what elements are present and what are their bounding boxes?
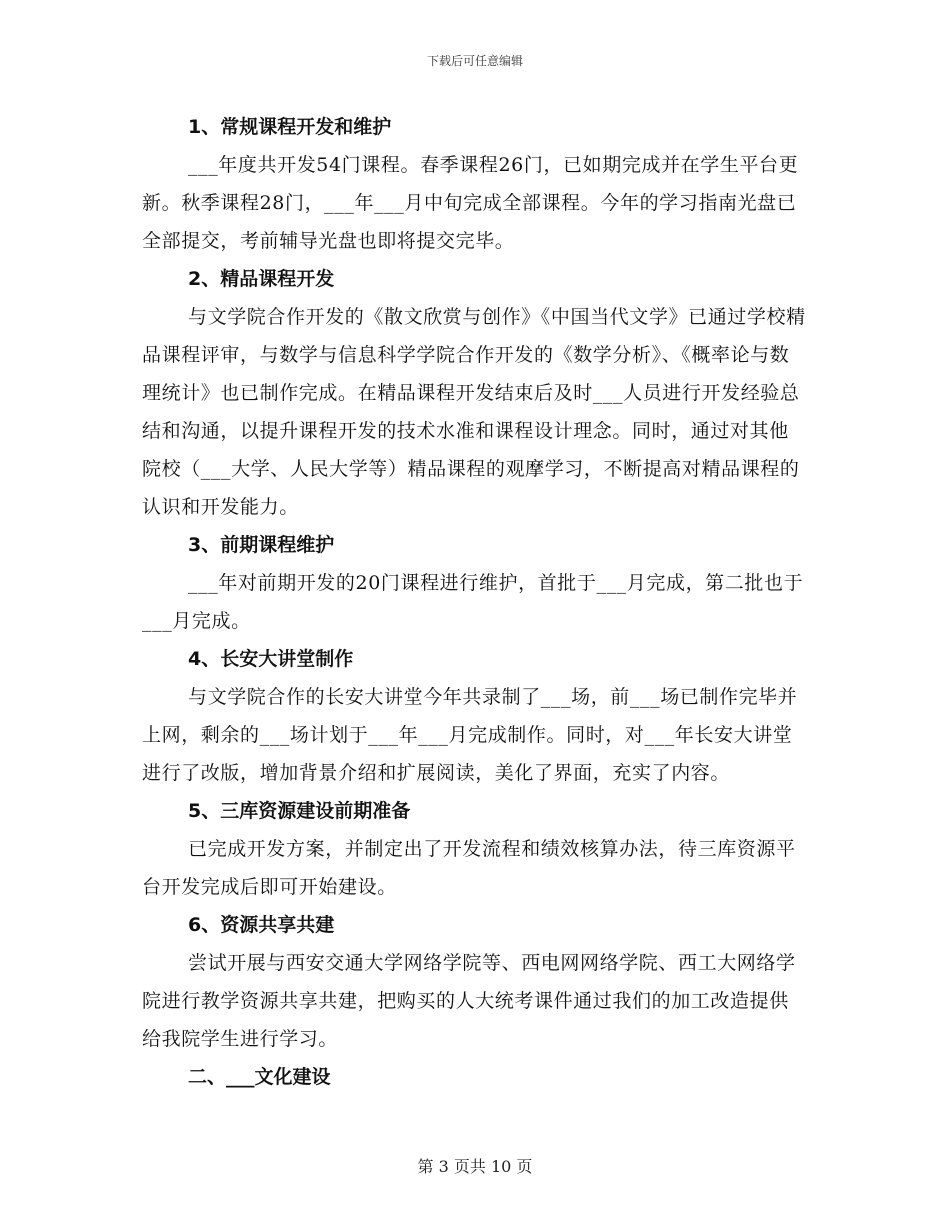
section-heading: 2、精品课程开发 — [188, 268, 335, 290]
section-paragraph: ___年度共开发54门课程。春季课程26门，已如期完成并在学生平台更新。秋季课程28门，___年___月中旬完成全部课程。今年的学习指南光盘已全部提交，考前辅导光盘也即将提交完毕。 — [142, 154, 799, 252]
section-paragraph: 与文学院合作开发的《散文欣赏与创作》《中国当代文学》已通过学校精品课程评审，与数学与信息科学学院合作开发的《数学分析》、《概率论与数理统计》也已制作完成。在精品课程开发结束后及时___人员进行开发经验总结和沟通，以提升课程开发的技术水准和课程设计理念。同时，通过对其他院校（___大学、人民大学等）精品课程的观摩学习，不断提高对精品课程的认识和开发能力。 — [142, 306, 806, 518]
section-heading: 3、前期课程维护 — [188, 534, 335, 556]
page-footer: 第 3 页共 10 页 — [417, 1157, 533, 1176]
section-heading: 4、长安大讲堂制作 — [188, 648, 354, 670]
section-heading: 6、资源共享共建 — [188, 914, 335, 936]
document-body — [142, 108, 807, 1096]
section-paragraph: 已完成开发方案，并制定出了开发流程和绩效核算办法，待三库资源平台开发完成后即可开始建设。 — [142, 838, 796, 898]
page-header: 下载后可任意编辑 — [426, 54, 523, 68]
section-paragraph: 与文学院合作的长安大讲堂今年共录制了___场，前___场已制作完毕并上网，剩余的___场计划于___年___月完成制作。同时，对___年长安大讲堂进行了改版，增加背景介绍和扩展阅读，美化了界面，充实了内容。 — [142, 686, 798, 784]
section-heading: 1、常规课程开发和维护 — [188, 116, 392, 138]
section-paragraph: 尝试开展与西安交通大学网络学院等、西电网网络学院、西工大网络学院进行教学资源共享共建，把购买的人大统考课件通过我们的加工改造提供给我院学生进行学习。 — [142, 952, 796, 1050]
chapter-heading: 二、___文化建设 — [188, 1066, 331, 1088]
section-paragraph: ___年对前期开发的20门课程进行维护，首批于___月完成，第二批也于___月完成。 — [142, 572, 804, 632]
section-heading: 5、三库资源建设前期准备 — [188, 800, 411, 822]
